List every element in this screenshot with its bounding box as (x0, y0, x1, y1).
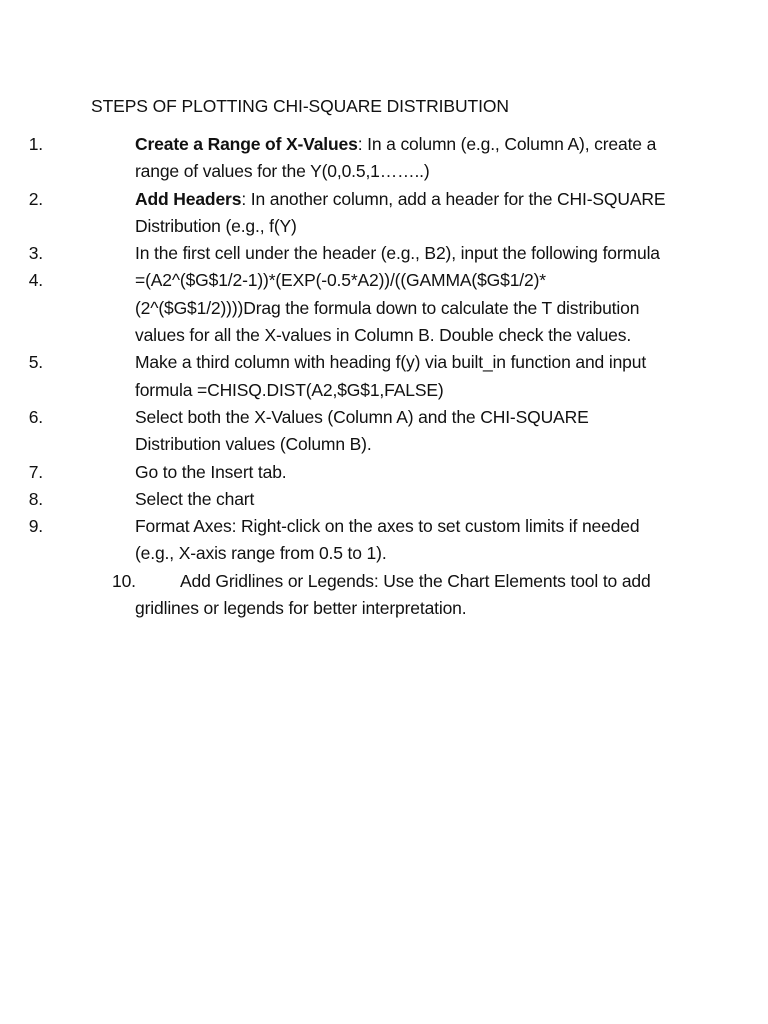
step-text: : In a column (e.g., Column A), create a range of values for the Y(0,0.5,1……..) (135, 134, 657, 182)
step-number: 8. (28, 488, 43, 509)
step-item-5 (0, 349, 675, 404)
step-number: 9. (28, 516, 43, 537)
step-text: =(A2^($G$1/2-1))*(EXP(-0.5*A2))/((GAMMA($G$1/2)*(2^($G$1/2))))Drag the formula down to calculate the T distribution values for all the X-values in Column B. Double check the values. (135, 270, 640, 346)
step-text: Make a third column with heading f(y) via built_in function and input formula =CHISQ.DIST(A2,$G$1,FALSE) (135, 352, 647, 400)
step-item-4 (0, 267, 675, 349)
step-number: 5. (28, 352, 43, 373)
document-title: STEPS OF PLOTTING CHI-SQUARE DISTRIBUTION (91, 96, 509, 116)
step-text: Add Gridlines or Legends: Use the Chart Elements tool to add gridlines or legends for better interpretation. (135, 570, 651, 619)
step-number: 3. (28, 243, 43, 264)
step-item-7 (0, 459, 675, 486)
step-bold-heading: Create a Range of X-Values (135, 134, 358, 154)
step-number: 6. (28, 406, 43, 427)
step-item-1 (0, 131, 675, 186)
step-item-6 (0, 404, 675, 459)
step-text: Select both the X-Values (Column A) and the CHI-SQUARE Distribution values (Column B). (135, 406, 589, 455)
step-number: 7. (28, 461, 43, 482)
step-number: 4. (28, 270, 43, 291)
step-item-9 (0, 513, 675, 568)
step-item-2 (0, 186, 675, 241)
steps-list (0, 131, 768, 622)
step-number: 1. (28, 134, 43, 154)
step-item-3 (0, 240, 675, 267)
step-text: Format Axes: Right-click on the axes to set custom limits if needed (e.g., X-axis range from 0.5 to 1). (135, 516, 640, 564)
step-item-10 (0, 568, 675, 623)
step-number: 2. (28, 188, 43, 209)
step-number: 10. (112, 570, 136, 591)
step-text: : In another column, add a header for the CHI-SQUARE Distribution (e.g., f(Y) (135, 188, 666, 236)
step-item-8 (0, 486, 675, 513)
step-text: Select the chart (135, 488, 255, 509)
step-text: Go to the Insert tab. (135, 461, 287, 482)
step-bold-heading: Add Headers (135, 188, 242, 209)
step-text: In the first cell under the header (e.g., B2), input the following formula (135, 243, 660, 264)
